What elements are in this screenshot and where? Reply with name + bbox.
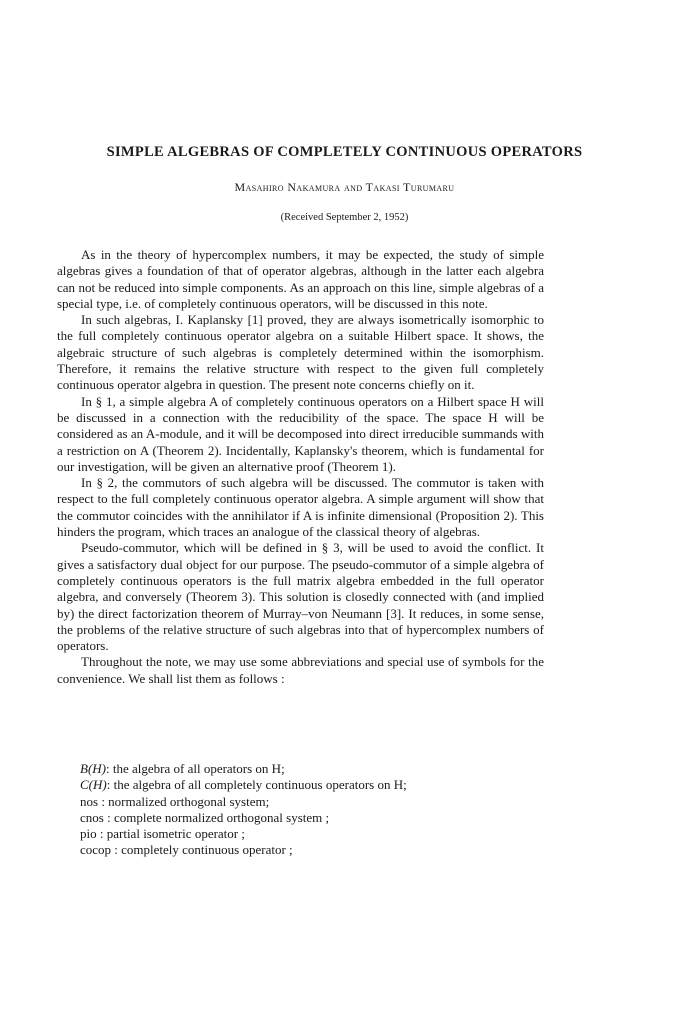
definition-term: C(H) — [80, 777, 107, 793]
definition-term: cnos — [80, 809, 104, 825]
definition-item — [80, 842, 550, 858]
definition-desc: : the algebra of all operators on H; — [106, 761, 285, 776]
definition-term: pio — [80, 826, 97, 842]
received-date: (Received September 2, 1952) — [280, 212, 409, 223]
paragraph-section-2: In § 2, the commutors of such algebra will be discussed. The commutor is taken with respect to the full completely continuous operator algebra. A simple argument will show that the commutor coincides with the annihilator if A is infinite dimensional (Proposition 2). This hinders the program, which traces an analogue of the classical theory of algebras. — [57, 475, 544, 540]
definition-term: nos — [80, 793, 99, 809]
definition-item — [80, 761, 550, 777]
paragraph-notation: Throughout the note, we may use some abbreviations and special use of symbols for the convenience. We shall list them as follows : — [57, 654, 544, 686]
definition-desc: : normalized orthogonal system; — [98, 793, 270, 809]
paragraph-intro: As in the theory of hypercomplex numbers, it may be expected, the study of simple algebras gives a foundation of that of operator algebras, although in the latter each algebra can not be reduced into simple components. As an approach on this line, simple algebras of a special type, i.e. of completely continuous operators, will be discussed in this note. — [57, 247, 544, 311]
paragraph-kaplansky: In such algebras, I. Kaplansky [1] proved, they are always isometrically isomorphic to the full completely continuous operator algebra on a suitable Hilbert space. It shows, the algebraic structure of such algebras is completely determined within the isomorphism. Therefore, it remains the relative structure with respect to the given full completely continuous operator algebra in question. The present note concerns chiefly on it. — [57, 312, 544, 393]
paper-title: SIMPLE ALGEBRAS OF COMPLETELY CONTINUOUS OPERATORS — [106, 144, 583, 160]
definition-desc: : the algebra of all completely continuous operators on H; — [106, 777, 407, 793]
definition-item — [80, 794, 550, 810]
definition-desc: : completely continuous operator ; — [111, 842, 293, 858]
definition-term: B(H) — [80, 761, 106, 776]
paragraph-section-1: In § 1, a simple algebra A of completely continuous operators on a Hilbert space H will be discussed in a connection with the reducibility of the space. The space H will be considered as an A-module, and it will be decomposed into direct irreducible summands with a restriction on A (Theorem 2). Incidentally, Kaplansky's theorem, which is fundamental for our investigation, will be given an alternative proof (Theorem 1). — [57, 393, 544, 474]
definition-item — [80, 810, 550, 826]
paragraph-pseudo-commutor: Pseudo-commutor, which will be defined in § 3, will be used to avoid the conflict. It gives a satisfactory dual object for our purpose. The pseudo-commutor of a simple algebra of completely continuous operators is the full matrix algebra embedded in the full operator algebra, and conversely (Theorem 3). This solution is closedly connected with (and implied by) the direct factorization theorem of Murray–von Neumann [3]. It reduces, in some sense, the problems of the relative structure of such algebras into that of hypercomplex numbers of operators. — [57, 540, 544, 654]
definition-list — [80, 761, 550, 859]
definition-desc: : complete normalized orthogonal system ; — [103, 809, 330, 825]
body-text — [57, 247, 544, 687]
definition-term: cocop — [80, 842, 112, 858]
definition-desc: : partial isometric operator ; — [96, 826, 245, 842]
definition-item — [80, 826, 550, 842]
author-line: Masahiro Nakamura and Takasi Turumaru — [234, 180, 455, 194]
definition-item — [80, 777, 550, 793]
